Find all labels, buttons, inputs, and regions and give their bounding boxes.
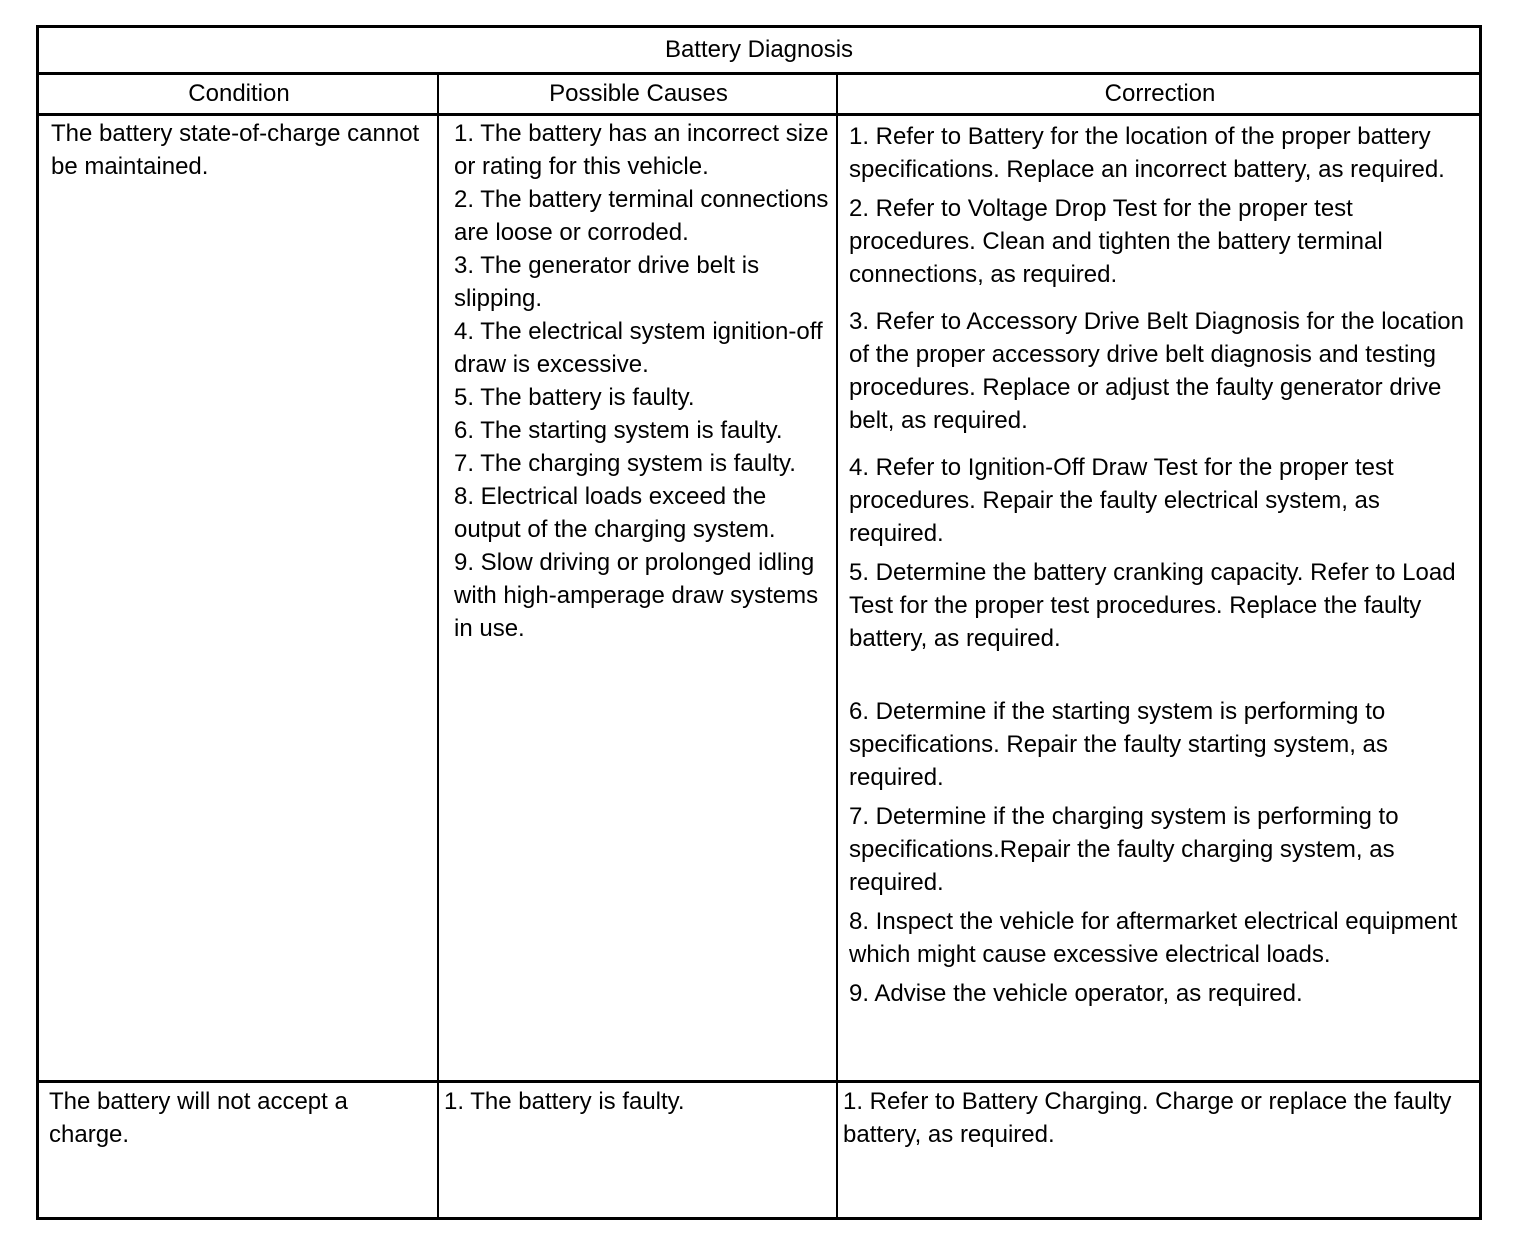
correction-item: 8. Inspect the vehicle for aftermarket electrical equipment which might cause excessive electrical loads. bbox=[849, 908, 1458, 968]
column-divider bbox=[836, 72, 838, 1217]
cause-item: 1. The battery has an incorrect size or rating for this vehicle. bbox=[454, 120, 829, 180]
cause-item: 1. The battery is faulty. bbox=[444, 1088, 685, 1115]
correction-item: 3. Refer to Accessory Drive Belt Diagnosis for the location of the proper accessory drive belt diagnosis and testing procedures. Replace or adjust the faulty generator drive belt, as required. bbox=[849, 308, 1464, 434]
row2-causes bbox=[444, 1085, 824, 1118]
row1-condition: The battery state-of-charge cannot be maintained. bbox=[51, 120, 420, 180]
cause-item: 8. Electrical loads exceed the output of the charging system. bbox=[454, 483, 776, 543]
row1-corrections bbox=[849, 120, 1479, 1016]
header-correction: Correction bbox=[838, 72, 1482, 116]
row2-condition: The battery will not accept a charge. bbox=[49, 1088, 348, 1148]
header-condition: Condition bbox=[39, 72, 439, 116]
correction-item: 1. Refer to Battery for the location of the proper battery specifications. Replace an incorrect battery, as required. bbox=[849, 123, 1445, 183]
correction-item: 6. Determine if the starting system is performing to specifications. Repair the faulty starting system, as required. bbox=[849, 698, 1388, 791]
cause-item: 2. The battery terminal connections are loose or corroded. bbox=[454, 186, 829, 246]
cause-item: 6. The starting system is faulty. bbox=[454, 417, 783, 444]
cause-item: 7. The charging system is faulty. bbox=[454, 450, 796, 477]
correction-item: 7. Determine if the charging system is performing to specifications.Repair the faulty charging system, as required. bbox=[849, 803, 1399, 896]
correction-item: 4. Refer to Ignition-Off Draw Test for the proper test procedures. Repair the faulty electrical system, as required. bbox=[849, 454, 1394, 547]
cause-item: 3. The generator drive belt is slipping. bbox=[454, 252, 760, 312]
cause-item: 9. Slow driving or prolonged idling with high-amperage draw systems in use. bbox=[454, 549, 819, 642]
header-possible-causes: Possible Causes bbox=[439, 72, 838, 116]
battery-diagnosis-table bbox=[36, 25, 1482, 1220]
cause-item: 5. The battery is faulty. bbox=[454, 384, 695, 411]
cause-item: 4. The electrical system ignition-off draw is excessive. bbox=[454, 318, 823, 378]
column-divider bbox=[437, 72, 439, 1217]
correction-item: 1. Refer to Battery Charging. Charge or replace the faulty battery, as required. bbox=[843, 1088, 1452, 1148]
row-divider bbox=[39, 1080, 1479, 1083]
correction-item: 5. Determine the battery cranking capacity. Refer to Load Test for the proper test procedures. Replace the faulty battery, as required. bbox=[849, 559, 1456, 652]
correction-item: 9. Advise the vehicle operator, as required. bbox=[849, 980, 1303, 1007]
correction-item: 2. Refer to Voltage Drop Test for the proper test procedures. Clean and tighten the battery terminal connections, as required. bbox=[849, 195, 1383, 288]
table-title: Battery Diagnosis bbox=[39, 28, 1479, 75]
row2-corrections bbox=[843, 1085, 1473, 1151]
row1-causes bbox=[454, 117, 829, 645]
